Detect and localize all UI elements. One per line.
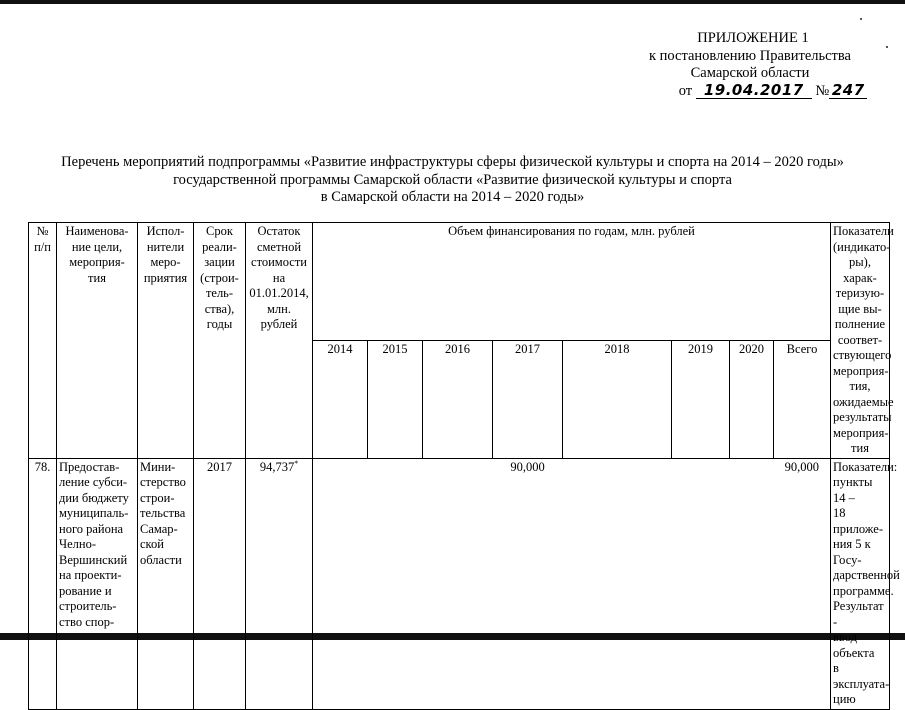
row-2019 — [672, 458, 730, 709]
document-heading — [20, 154, 885, 207]
header-indicators: Показатели (индикато- ры), харак- теризую- щие вы- полнение соответ- ствующего мероприя- тия, ожидаемые результаты мероприя- тия — [831, 223, 890, 459]
appendix-block — [600, 30, 900, 100]
appendix-line-2: Самарской области — [690, 65, 810, 81]
row-num: 78. — [29, 458, 57, 709]
heading-line-2: государственной программы Самарской области «Развитие физической культуры и спорта — [173, 171, 732, 188]
row-2014 — [313, 458, 368, 709]
table-row — [29, 458, 890, 709]
scan-speck — [860, 18, 862, 20]
year-2020: 2020 — [730, 340, 774, 458]
header-num: № п/п — [29, 223, 57, 459]
header-row-1 — [29, 223, 890, 341]
handwritten-date: 19.04.2017 — [696, 83, 812, 99]
date-prefix: от — [678, 82, 693, 99]
year-2015: 2015 — [368, 340, 423, 458]
row-name: Предостав- ление субси- дии бюджету муниципаль- ного района Челно- Вершинский на проекти- рование и строитель- ство спор- — [57, 458, 138, 709]
year-2014: 2014 — [313, 340, 368, 458]
header-term: Срок реали- зации (строи- тель- ства), годы — [194, 223, 246, 459]
appendix-line-1: к постановлению Правительства — [649, 47, 851, 64]
heading-line-3: в Самарской области на 2014 – 2020 годы» — [320, 189, 585, 205]
row-2018 — [563, 458, 672, 709]
appendix-title: ПРИЛОЖЕНИЕ 1 — [697, 30, 809, 46]
row-balance: 94,737 — [259, 459, 295, 474]
row-2016 — [423, 458, 493, 709]
footnote-mark: * — [294, 458, 299, 468]
year-2019: 2019 — [672, 340, 730, 458]
year-2016: 2016 — [423, 340, 493, 458]
year-2018: 2018 — [563, 340, 672, 458]
scan-edge-top — [0, 0, 905, 4]
row-total: 90,000 — [774, 458, 831, 709]
number-prefix: № — [815, 82, 830, 99]
row-2017: 90,000 — [493, 458, 563, 709]
appendix-date-line — [600, 80, 900, 101]
row-indicators: Показатели: пункты 14 – 18 приложе- ния 5 к Госу- дарственной программе. Результат - ввод объекта в эксплуата- цию — [831, 458, 890, 709]
row-executor: Мини- стерство строи- тельства Самар- ской области — [138, 458, 194, 709]
row-2020 — [730, 458, 774, 709]
header-executors: Испол- нители меро- приятия — [138, 223, 194, 459]
activities-table — [28, 222, 900, 710]
row-term: 2017 — [194, 458, 246, 709]
row-2015 — [368, 458, 423, 709]
header-name: Наименова- ние цели, мероприя- тия — [57, 223, 138, 459]
year-total: Всего — [774, 340, 831, 458]
heading-line-1: Перечень мероприятий подпрограммы «Развитие инфраструктуры сферы физической культуры и спорта на 2014 – 2020 годы» — [61, 154, 844, 170]
handwritten-number: 247 — [829, 83, 867, 99]
header-funding: Объем финансирования по годам, млн. рублей — [313, 223, 831, 341]
row-balance-cell — [246, 458, 313, 709]
year-2017: 2017 — [493, 340, 563, 458]
header-balance: Остаток сметной стоимости на 01.01.2014, млн. рублей — [246, 223, 313, 459]
